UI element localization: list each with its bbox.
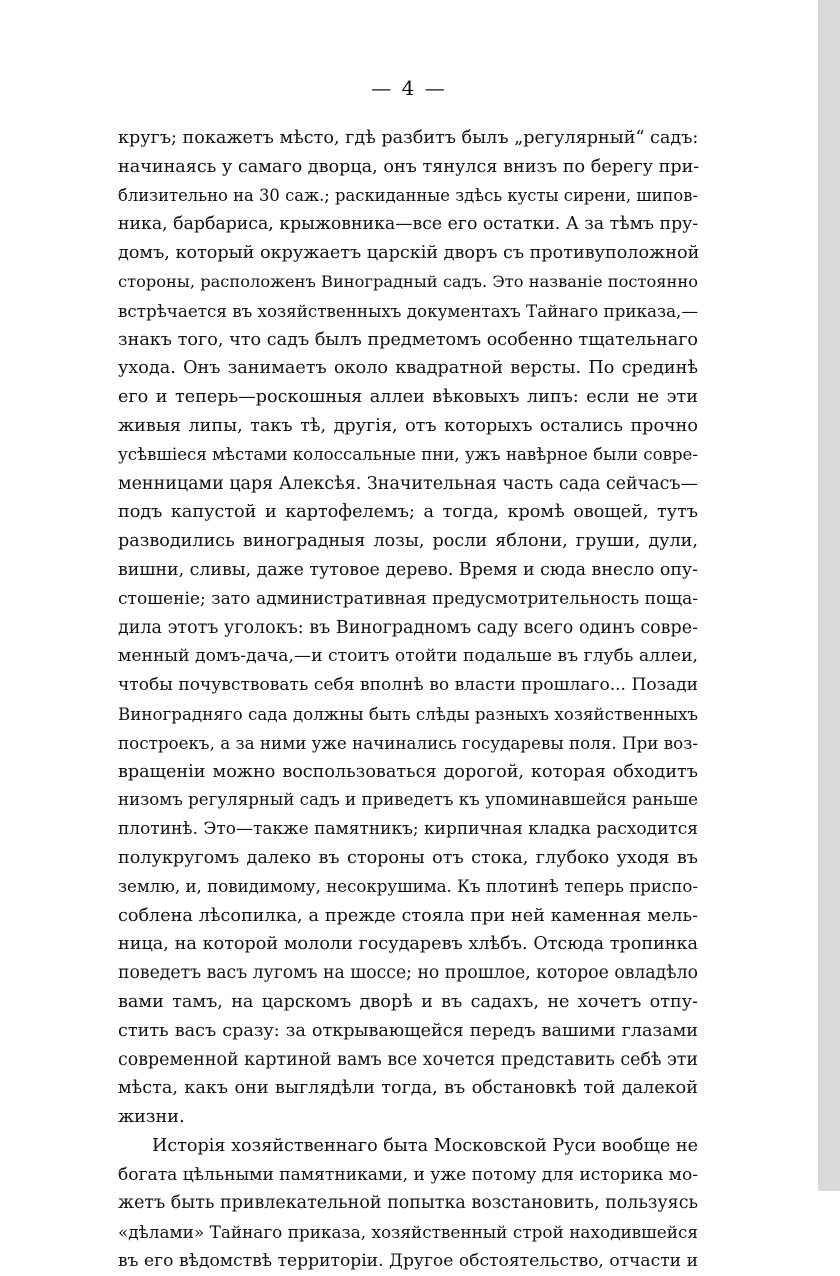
text-line: кругъ; покажетъ мѣсто, гдѣ разбитъ былъ „регулярный“ садъ: <box>118 128 699 148</box>
text-line: современной картиной вамъ все хочется представить себѣ эти <box>118 1049 698 1070</box>
text-line: низомъ регулярный садъ и приведетъ къ упоминавшейся раньше <box>118 790 698 810</box>
text-line: ника, барбариса, крыжовника—все его остатки. А за тѣмъ пру- <box>118 214 699 235</box>
text-line: «дѣлами» Тайнаго приказа, хозяйственный строй находившейся <box>118 1222 698 1243</box>
text-line: домъ, который окружаетъ царскій дворъ съ противуположной <box>118 243 700 264</box>
text-line: дила этотъ уголокъ: въ Виноградномъ саду всего одинъ совре- <box>118 617 698 638</box>
text-line: живыя липы, такъ тѣ, другія, отъ которыхъ остались прочно <box>118 415 698 436</box>
text-line: полукругомъ далеко въ стороны отъ стока, глубоко уходя въ <box>118 847 698 868</box>
text-line: вами тамъ, на царскомъ дворѣ и въ садахъ, не хочетъ отпу- <box>118 991 698 1012</box>
text-line: усѣвшіеся мѣстами колоссальные пни, ужъ навѣрное были совре- <box>118 444 698 464</box>
text-line: встрѣчается въ хозяйственныхъ документахъ Тайнаго приказа,— <box>118 300 699 321</box>
text-line: соблена лѣсопилка, а прежде стояла при ней каменная мель- <box>118 905 698 926</box>
text-line: стороны, расположенъ Виноградный садъ. Это названіе постоянно <box>118 271 698 291</box>
text-line: въ его вѣдомствѣ территоріи. Другое обстоятельство, отчасти и <box>118 1251 698 1272</box>
text-line: его и теперь—роскошныя аллеи вѣковыхъ липъ: если не эти <box>118 387 698 408</box>
text-line: жизни. <box>118 1107 185 1128</box>
text-line: менный домъ-дача,—и стоитъ отойти подальше въ глубь аллеи, <box>118 646 698 667</box>
text-line: ница, на которой мололи государевъ хлѣбъ. Отсюда тропинка <box>118 934 698 955</box>
text-line: Виноградняго сада должны быть слѣды разныхъ хозяйственныхъ <box>118 703 698 724</box>
text-line: разводились виноградныя лозы, росли яблони, груши, дули, <box>118 531 698 552</box>
text-line: вишни, сливы, даже тутовое дерево. Время и сюда внесло опу- <box>118 559 698 580</box>
text-line: богата цѣльными памятниками, и уже потому для историка мо- <box>118 1164 698 1185</box>
text-line: знакъ того, что садъ былъ предметомъ особенно тщательнаго <box>118 329 698 350</box>
text-line: близительно на 30 саж.; раскиданные здѣсь кусты сирени, шипов- <box>118 185 698 205</box>
text-line: жетъ быть привлекательной попытка возстановить, пользуясь <box>118 1193 698 1214</box>
text-line: стить васъ сразу: за открывающейся передъ вашими глазами <box>118 1020 698 1041</box>
paragraph-2 <box>118 1132 698 1276</box>
text-line: ухода. Онъ занимаетъ около квадратной версты. По срединѣ <box>118 358 698 379</box>
text-line: вращеніи можно воспользоваться дорогой, которая обходитъ <box>118 761 698 782</box>
text-line: подъ капустой и картофелемъ; а тогда, кромѣ овощей, тутъ <box>118 502 698 523</box>
text-line: землю, и, повидимому, несокрушима. Къ плотинѣ теперь приспо- <box>118 876 698 896</box>
text-line: начинаясь у самаго дворца, онъ тянулся внизъ по берегу при- <box>118 156 700 177</box>
page-edge-shadow <box>818 0 840 1191</box>
text-line: Исторія хозяйственнаго быта Московской Руси вообще не <box>152 1135 698 1156</box>
body-text <box>118 124 698 1276</box>
text-line: чтобы почувствовать себя вполнѣ во власти прошлаго... Позади <box>118 675 698 696</box>
text-line: менницами царя Алексѣя. Значительная часть сада сейчасъ— <box>118 473 698 494</box>
text-line: мѣста, какъ они выглядѣли тогда, въ обстановкѣ той далекой <box>118 1078 698 1099</box>
text-line: плотинѣ. Это—также памятникъ; кирпичная кладка расходится <box>118 819 698 840</box>
text-line: стошеніе; зато административная предусмотрительность поща- <box>118 588 698 609</box>
page-number: — 4 — <box>371 76 447 100</box>
text-line: поведетъ васъ лугомъ на шоссе; но прошлое, которое овладѣло <box>118 963 698 984</box>
paragraph-1 <box>118 124 698 1132</box>
text-line: построекъ, а за ними уже начинались государевы поля. При воз- <box>118 732 698 753</box>
